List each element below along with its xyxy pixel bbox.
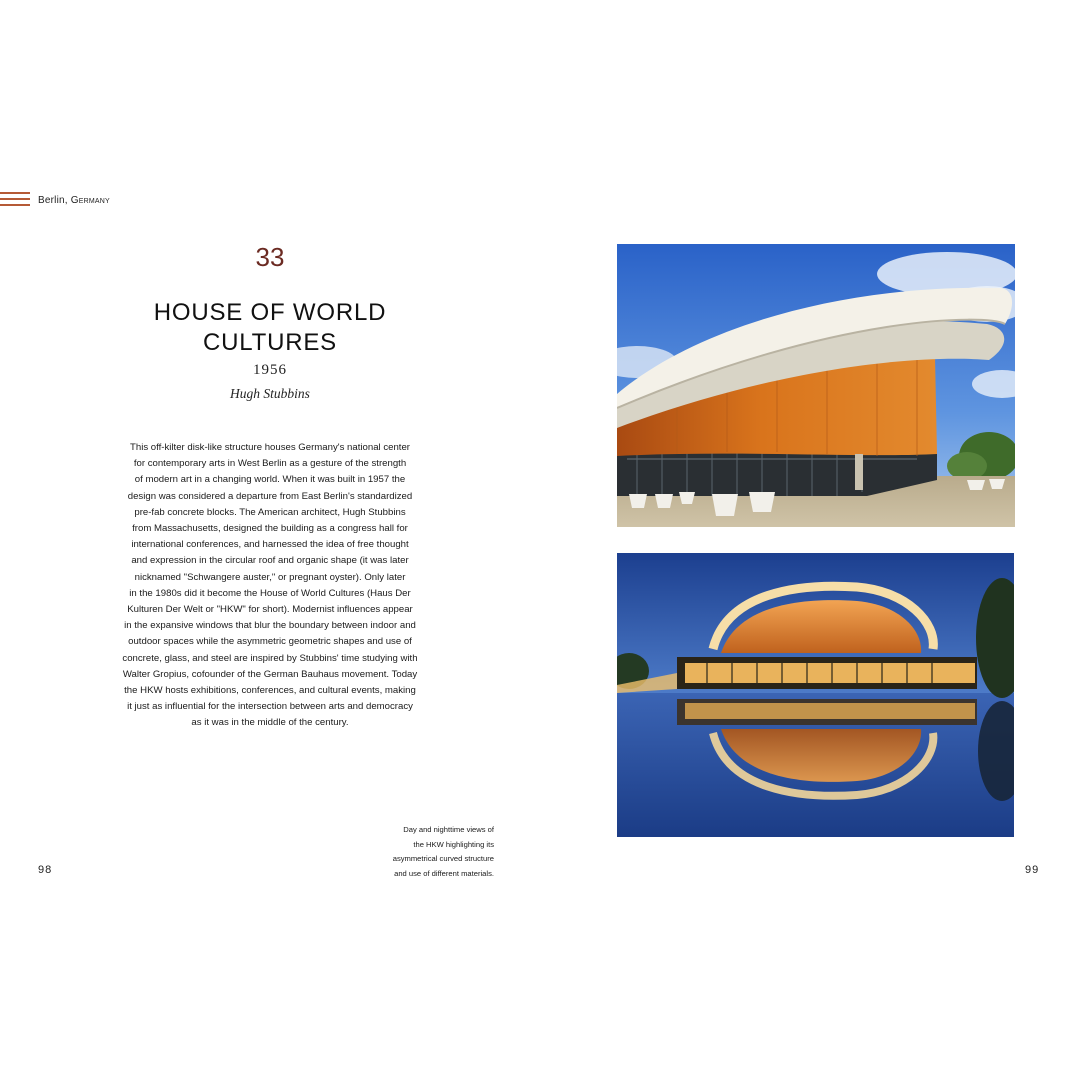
body-line: in the expansive windows that blur the boundary between indoor and <box>124 620 416 632</box>
photo-caption <box>350 823 494 881</box>
body-line: design was considered a departure from East Berlin's standardized <box>127 490 413 502</box>
nighttime-photo <box>617 553 1014 837</box>
body-line: and expression in the circular roof and organic shape (it was later <box>131 555 409 567</box>
section-marker-lines <box>0 191 30 211</box>
caption-line: asymmetrical curved structure <box>392 854 494 864</box>
caption-line: and use of different materials. <box>394 868 494 878</box>
body-line: the HKW hosts exhibitions, conferences, and cultural events, making <box>124 685 416 697</box>
daytime-photo <box>617 244 1015 527</box>
body-line: it just as influential for the intersection between arts and democracy <box>127 701 413 713</box>
page-number-left: 98 <box>38 864 53 876</box>
body-line: Walter Gropius, cofounder of the German Bauhaus movement. Today <box>122 668 418 680</box>
body-text <box>104 440 436 732</box>
body-line: international conferences, and harnessed the idea of free thought <box>131 539 409 551</box>
entry-title-line-1: HOUSE OF WORLD <box>153 299 387 326</box>
body-line: Kulturen Der Welt or "HKW" for short). Modernist influences appear <box>127 604 413 616</box>
body-line: outdoor spaces while the asymmetric geometric shapes and use of <box>128 636 412 648</box>
entry-number: 33 <box>255 242 285 272</box>
body-line: as it was in the middle of the century. <box>191 717 349 729</box>
body-line: in the 1980s did it become the House of World Cultures (Haus Der <box>129 587 411 599</box>
body-line: pre-fab concrete blocks. The American architect, Hugh Stubbins <box>134 506 406 518</box>
page-number-right: 99 <box>1025 864 1040 876</box>
running-head-city: Berlin, <box>38 195 68 206</box>
body-line: for contemporary arts in West Berlin as a gesture of the strength <box>133 458 407 470</box>
entry-year: 1956 <box>253 362 287 378</box>
running-head-country: Germany <box>70 195 110 206</box>
body-line: concrete, glass, and steel are inspired by Stubbins' time studying with <box>122 652 418 664</box>
entry-title-line-2: CULTURES <box>203 329 337 356</box>
running-head-location <box>38 195 110 206</box>
body-line: This off-kilter disk-like structure houses Germany's national center <box>130 442 410 453</box>
entry-title <box>120 298 420 358</box>
body-line: nicknamed "Schwangere auster," or pregnant oyster). Only later <box>134 571 406 583</box>
caption-line: the HKW highlighting its <box>413 839 494 849</box>
entry-architect: Hugh Stubbins <box>230 386 310 401</box>
body-line: from Massachusetts, designed the building as a congress hall for <box>132 523 408 535</box>
caption-line: Day and nighttime views of <box>403 825 494 834</box>
body-line: of modern art in a changing world. When it was built in 1957 the <box>134 474 406 486</box>
